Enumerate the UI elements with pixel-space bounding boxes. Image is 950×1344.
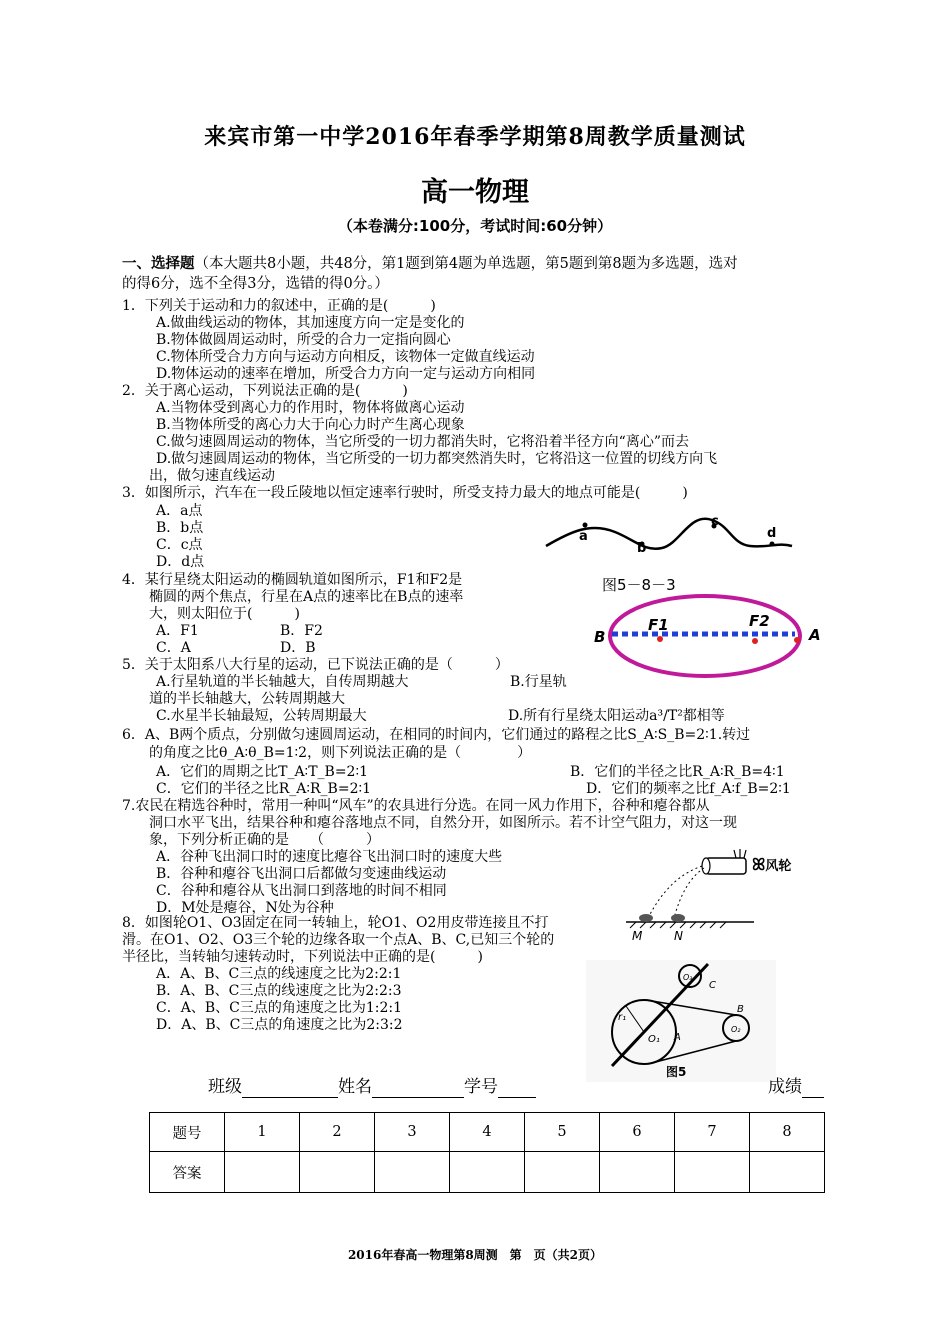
wind-lines bbox=[734, 849, 746, 858]
ellipse-orbit-figure bbox=[590, 592, 830, 682]
label-n: N bbox=[674, 929, 683, 942]
label-c: C bbox=[709, 980, 716, 991]
q8-option-d: D．A、B、C三点的角速度之比为2:3:2 bbox=[156, 1017, 403, 1033]
figure-caption: 图5 bbox=[666, 1065, 687, 1079]
q2-option-b: B.当物体所受的离心力大于向心力时产生离心现象 bbox=[156, 417, 465, 433]
class-label: 班级 bbox=[208, 1077, 242, 1097]
answer-cell[interactable] bbox=[675, 1152, 750, 1193]
q4-option-b: B．F2 bbox=[280, 623, 323, 639]
winnower-outlet bbox=[702, 858, 710, 874]
q7-stem-cont: 洞口水平飞出，结果谷种和瘪谷落地点不同，自然分开，如图所示。若不计空气阻力，对这一现 bbox=[149, 815, 737, 831]
question-number-cell: 8 bbox=[750, 1113, 825, 1152]
answer-cell[interactable] bbox=[300, 1152, 375, 1193]
student-info-line bbox=[208, 1076, 536, 1098]
q5-option-d: D.所有行星绕太阳运动a³/T²都相等 bbox=[508, 708, 725, 724]
wind-wheel-label: ꕤ风轮 bbox=[752, 855, 792, 874]
q3-option-d: D．d点 bbox=[156, 554, 205, 570]
q7-option-b: B．谷种和瘪谷飞出洞口后都做匀变速曲线运动 bbox=[156, 866, 447, 882]
q7-option-c: C．谷种和瘪谷从飞出洞口到落地的时间不相同 bbox=[156, 883, 447, 899]
q6-option-d: D．它们的频率之比f_A∶f_B=2∶1 bbox=[586, 781, 791, 797]
label-o2: O₂ bbox=[731, 1025, 741, 1034]
question-number-cell: 3 bbox=[375, 1113, 450, 1152]
q1-option-a: A.做曲线运动的物体，其加速度方向一定是变化的 bbox=[156, 315, 465, 331]
q3-option-a: A．a点 bbox=[156, 503, 203, 519]
q5-option-b: B.行星轨 bbox=[510, 674, 567, 690]
exam-subject: 高一物理 bbox=[421, 177, 529, 208]
hills-figure bbox=[540, 512, 800, 594]
q4-option-d: D．B bbox=[280, 640, 316, 656]
label-a: a bbox=[579, 529, 588, 544]
label-b: B bbox=[594, 628, 606, 646]
q6-option-a: A．它们的周期之比T_A∶T_B=2∶1 bbox=[156, 764, 369, 780]
section-desc-2: 的得6分，选不全得3分，选错的得0分。） bbox=[122, 276, 389, 292]
answer-cell[interactable] bbox=[600, 1152, 675, 1193]
q5-option-a: A.行星轨道的半长轴越大，自传周期越大 bbox=[156, 674, 409, 690]
q2-option-d-cont: 出，做匀速直线运动 bbox=[149, 468, 275, 484]
label-d: d bbox=[767, 526, 777, 541]
id-field[interactable] bbox=[498, 1081, 536, 1098]
label-f2: F2 bbox=[749, 612, 770, 630]
label-m: M bbox=[632, 929, 643, 942]
focus-f1-dot bbox=[657, 636, 663, 642]
name-field[interactable] bbox=[372, 1081, 464, 1098]
q7-stem-cont2: 象，下列分析正确的是 （ ） bbox=[149, 832, 380, 848]
class-field[interactable] bbox=[242, 1081, 338, 1098]
q5-stem: 5．关于太阳系八大行星的运动，已下说法正确的是（ ） bbox=[122, 657, 509, 673]
label-f1: F1 bbox=[648, 616, 669, 634]
question-number-cell: 2 bbox=[300, 1113, 375, 1152]
q5-option-b-cont: 道的半长轴越大，公转周期越大 bbox=[149, 691, 345, 707]
answer-cell[interactable] bbox=[450, 1152, 525, 1193]
question-number-cell: 6 bbox=[600, 1113, 675, 1152]
score-field[interactable] bbox=[802, 1081, 824, 1098]
label-b: B bbox=[737, 1004, 744, 1015]
label-r1: r₁ bbox=[618, 1012, 627, 1023]
q2-option-c: C.做匀速圆周运动的物体，当它所受的一切力都消失时，它将沿着半径方向“离心”而去 bbox=[156, 434, 689, 450]
answer-table-header-row bbox=[150, 1113, 825, 1152]
q3-option-c: C．c点 bbox=[156, 537, 203, 553]
q4-stem: 4．某行星绕太阳运动的椭圆轨道如图所示，F1和F2是 bbox=[122, 572, 463, 588]
answer-cell[interactable] bbox=[375, 1152, 450, 1193]
q5-option-c: C.水星半长轴最短，公转周期最大 bbox=[156, 708, 367, 724]
pulley-figure bbox=[586, 960, 776, 1082]
q4-stem-cont2: 大，则太阳位于( ) bbox=[149, 606, 300, 622]
pile-n bbox=[671, 914, 685, 922]
q8-stem-cont: 滑。在O1、O2、O3三个轮的边缘各取一个点A、B、C,已知三个轮的 bbox=[122, 932, 555, 948]
q6-option-c: C．它们的半径之比R_A∶R_B=2∶1 bbox=[156, 781, 372, 797]
exam-title: 来宾市第一中学2016年春季学期第8周教学质量测试 bbox=[204, 124, 746, 150]
q2-option-a: A.当物体受到离心力的作用时，物体将做离心运动 bbox=[156, 400, 465, 416]
score-info bbox=[768, 1076, 824, 1098]
page-footer: 2016年春高一物理第8周测 第 页（共2页） bbox=[347, 1248, 603, 1262]
winnower-figure bbox=[624, 846, 804, 942]
answer-table bbox=[149, 1112, 825, 1193]
q1-stem: 1．下列关于运动和力的叙述中，正确的是( ) bbox=[122, 298, 436, 314]
label-a: A bbox=[674, 1032, 681, 1043]
label-c: c bbox=[711, 514, 719, 529]
answer-cell[interactable] bbox=[525, 1152, 600, 1193]
label-o3: O₃ bbox=[683, 973, 693, 982]
q4-stem-cont: 椭圆的两个焦点，行星在A点的速率比在B点的速率 bbox=[149, 589, 464, 605]
q8-option-c: C．A、B、C三点的角速度之比为1:2:1 bbox=[156, 1000, 402, 1016]
question-number-cell: 4 bbox=[450, 1113, 525, 1152]
q4-option-c: C．A bbox=[156, 640, 191, 656]
q8-stem: 8．如图轮O1、O3固定在同一转轴上，轮O1、O2用皮带连接且不打 bbox=[122, 915, 549, 931]
id-label: 学号 bbox=[464, 1077, 498, 1097]
q8-option-a: A．A、B、C三点的线速度之比为2:2:1 bbox=[156, 966, 402, 982]
score-label: 成绩 bbox=[768, 1077, 802, 1097]
label-b: b bbox=[637, 541, 647, 556]
focus-f2-dot bbox=[752, 638, 758, 644]
question-number-label: 题号 bbox=[150, 1113, 225, 1152]
ground-hatch bbox=[630, 922, 726, 928]
q2-option-d: D.做匀速圆周运动的物体，当它所受的一切力都突然消失时，它将沿这一位置的切线方向飞 bbox=[156, 451, 718, 467]
section-heading: 一、选择题 bbox=[122, 256, 195, 272]
q8-option-b: B．A、B、C三点的线速度之比为2:2:3 bbox=[156, 983, 402, 999]
label-o1: O₁ bbox=[648, 1034, 660, 1045]
q1-option-d: D.物体运动的速率在增加，所受合力方向一定与运动方向相同 bbox=[156, 366, 536, 382]
q1-option-b: B.物体做圆周运动时，所受的合力一定指向圆心 bbox=[156, 332, 451, 348]
point-a-dot bbox=[794, 637, 800, 643]
question-number-cell: 5 bbox=[525, 1113, 600, 1152]
q7-option-d: D．M处是瘪谷，N处为谷种 bbox=[156, 900, 334, 916]
q6-stem-cont: 的角度之比θ_A∶θ_B=1∶2，则下列说法正确的是（ ） bbox=[149, 745, 532, 761]
q8-stem-cont2: 半径比，当转轴匀速转动时，下列说法中正确的是( ) bbox=[122, 949, 483, 965]
q2-stem: 2．关于离心运动，下列说法正确的是( ) bbox=[122, 383, 408, 399]
trajectory-far bbox=[674, 868, 704, 918]
answer-cell[interactable] bbox=[225, 1152, 300, 1193]
q1-option-c: C.物体所受合力方向与运动方向相反，该物体一定做直线运动 bbox=[156, 349, 535, 365]
question-number-cell: 7 bbox=[675, 1113, 750, 1152]
q7-stem: 7.农民在精选谷种时，常用一种叫“风车”的农具进行分选。在同一风力作用下，谷种和瘪谷都从 bbox=[122, 798, 710, 814]
point-d-dot bbox=[770, 542, 775, 547]
q3-stem: 3．如图所示，汽车在一段丘陵地以恒定速率行驶时，所受支持力最大的地点可能是( ) bbox=[122, 485, 688, 501]
figure-caption: 图5－8－3 bbox=[602, 576, 676, 594]
question-number-cell: 1 bbox=[225, 1113, 300, 1152]
answer-table-answer-row bbox=[150, 1152, 825, 1193]
label-a: A bbox=[809, 626, 821, 644]
q6-stem: 6．A、B两个质点，分别做匀速圆周运动，在相同的时间内，它们通过的路程之比S_A∶S_B=2∶1.转过 bbox=[122, 727, 751, 743]
pile-m bbox=[639, 914, 653, 922]
q6-option-b: B．它们的半径之比R_A∶R_B=4∶1 bbox=[570, 764, 785, 780]
answer-label: 答案 bbox=[150, 1152, 225, 1193]
name-label: 姓名 bbox=[338, 1077, 372, 1097]
winnower-body bbox=[706, 858, 746, 874]
q7-option-a: A．谷种飞出洞口时的速度比瘪谷飞出洞口时的速度大些 bbox=[156, 849, 503, 865]
point-a-dot bbox=[583, 523, 588, 528]
exam-note: （本卷满分:100分，考试时间:60分钟） bbox=[337, 217, 613, 235]
q3-option-b: B．b点 bbox=[156, 520, 204, 536]
answer-cell[interactable] bbox=[750, 1152, 825, 1193]
q4-option-a: A．F1 bbox=[156, 623, 199, 639]
trajectory-near bbox=[648, 866, 702, 918]
section-desc-1: （本大题共8小题，共48分，第1题到第4题为单选题，第5题到第8题为多选题，选对 bbox=[194, 256, 738, 272]
section-header bbox=[122, 254, 738, 294]
